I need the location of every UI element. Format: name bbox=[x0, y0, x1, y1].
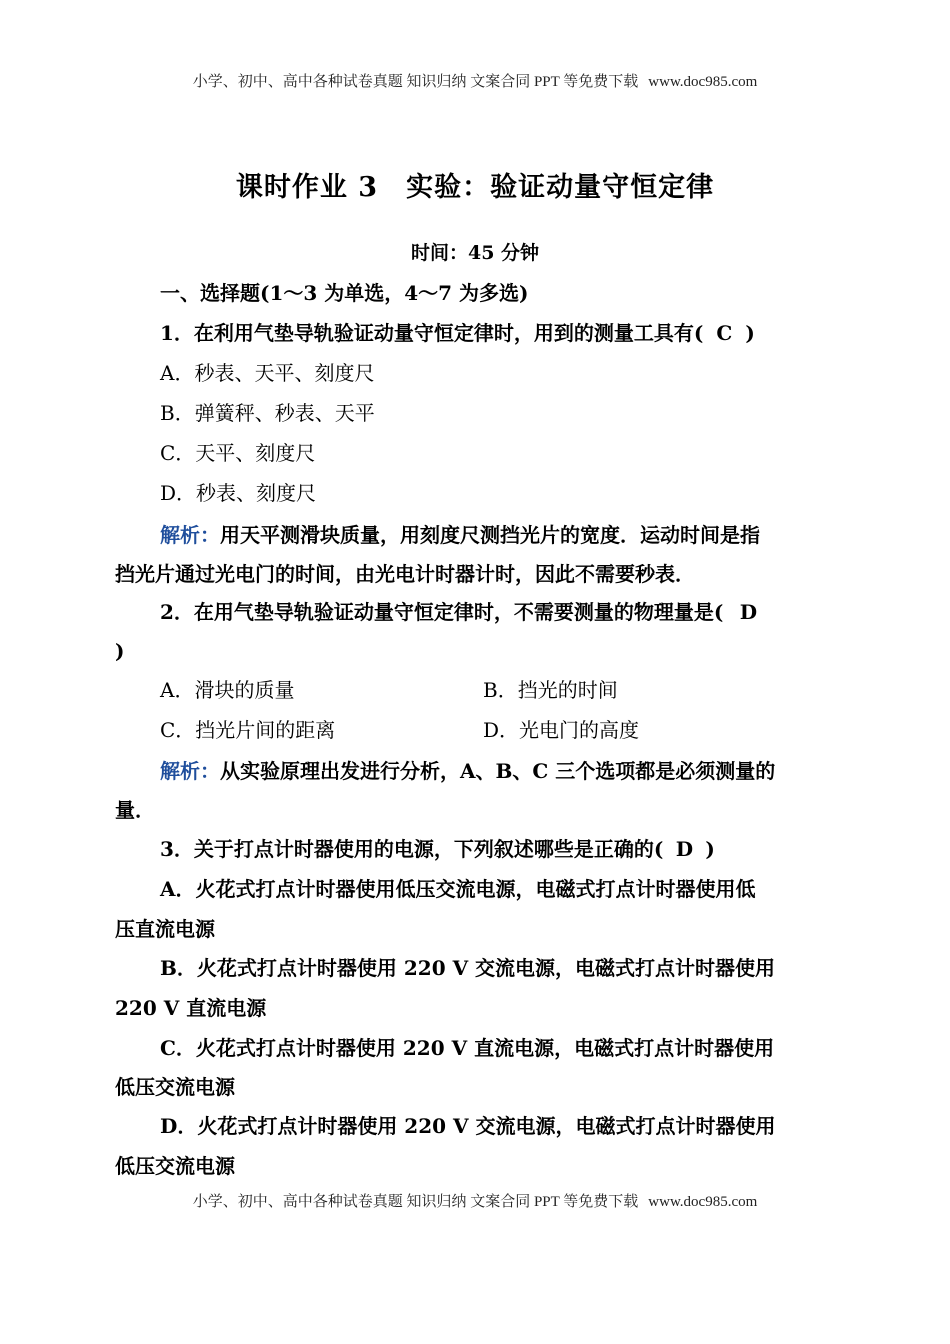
q2-stem-line bbox=[160, 600, 759, 624]
q2-explain-text1: 从实验原理出发进行分析，A、B、C 三个选项都是必须测量的 bbox=[220, 759, 776, 783]
q3-option-b-line2: 220 V 直流电源 bbox=[115, 996, 267, 1020]
page-header bbox=[0, 70, 950, 91]
q1-option-a: A．秒表、天平、刻度尺 bbox=[160, 361, 375, 385]
q2-option-c: C．挡光片间的距离 bbox=[160, 718, 336, 742]
q3-option-d-line2: 低压交流电源 bbox=[115, 1154, 235, 1178]
q1-explain-text1: 用天平测滑块质量，用刻度尺测挡光片的宽度．运动时间是指 bbox=[220, 523, 760, 547]
q3-stem: 3．关于打点计时器使用的电源，下列叙述哪些是正确的( bbox=[160, 837, 664, 861]
section-heading: 一、选择题(1～3 为单选，4～7 为多选) bbox=[160, 281, 529, 305]
title-part1: 课时作业 3 bbox=[235, 172, 379, 203]
q3-option-c-line2: 低压交流电源 bbox=[115, 1075, 235, 1099]
q2-close: ) bbox=[115, 639, 125, 663]
q2-option-b: B．挡光的时间 bbox=[483, 678, 618, 702]
q1-stem: 1．在利用气垫导轨验证动量守恒定律时，用到的测量工具有( bbox=[160, 321, 704, 345]
q2-answer: D bbox=[739, 600, 758, 624]
q1-option-c: C．天平、刻度尺 bbox=[160, 441, 316, 465]
header-url[interactable]: www.doc985.com bbox=[648, 74, 758, 90]
q1-option-d: D．秒表、刻度尺 bbox=[160, 481, 317, 505]
q3-answer: D bbox=[675, 837, 694, 861]
q2-stem: 2．在用气垫导轨验证动量守恒定律时，不需要测量的物理量是( bbox=[160, 600, 724, 624]
q3-option-a-line2: 压直流电源 bbox=[115, 917, 215, 941]
document-title bbox=[0, 165, 950, 204]
q1-explain-line1 bbox=[160, 523, 760, 547]
page-footer bbox=[0, 1190, 950, 1211]
q3-option-d-line1: D．火花式打点计时器使用 220 V 交流电源，电磁式打点计时器使用 bbox=[160, 1114, 776, 1138]
footer-text: 小学、初中、高中各种试卷真题 知识归纳 文案合同 PPT 等免费下载 bbox=[192, 1194, 639, 1210]
header-text: 小学、初中、高中各种试卷真题 知识归纳 文案合同 PPT 等免费下载 bbox=[192, 74, 639, 90]
q1-stem-line bbox=[160, 321, 755, 345]
q2-explain-label: 解析： bbox=[160, 759, 220, 783]
q1-explain-label: 解析： bbox=[160, 523, 220, 547]
q2-explain-line1 bbox=[160, 759, 775, 783]
q2-explain-line2: 量． bbox=[115, 798, 155, 822]
title-part2: 实验：验证动量守恒定律 bbox=[406, 172, 715, 203]
footer-url[interactable]: www.doc985.com bbox=[648, 1194, 758, 1210]
q1-option-b: B．弹簧秤、秒表、天平 bbox=[160, 401, 375, 425]
q3-option-a-line1: A．火花式打点计时器使用低压交流电源，电磁式打点计时器使用低 bbox=[160, 877, 756, 901]
q3-close: ) bbox=[705, 837, 715, 861]
q1-answer: C bbox=[716, 321, 733, 345]
q3-stem-line bbox=[160, 837, 715, 861]
q2-option-a: A．滑块的质量 bbox=[160, 678, 295, 702]
q2-option-d: D．光电门的高度 bbox=[483, 718, 640, 742]
q1-explain-line2: 挡光片通过光电门的时间，由光电计时器计时，因此不需要秒表． bbox=[115, 562, 695, 586]
q3-option-c-line1: C．火花式打点计时器使用 220 V 直流电源，电磁式打点计时器使用 bbox=[160, 1036, 775, 1060]
time-limit: 时间：45 分钟 bbox=[410, 242, 540, 264]
q1-close: ) bbox=[745, 321, 755, 345]
q3-option-b-line1: B．火花式打点计时器使用 220 V 交流电源，电磁式打点计时器使用 bbox=[160, 956, 776, 980]
